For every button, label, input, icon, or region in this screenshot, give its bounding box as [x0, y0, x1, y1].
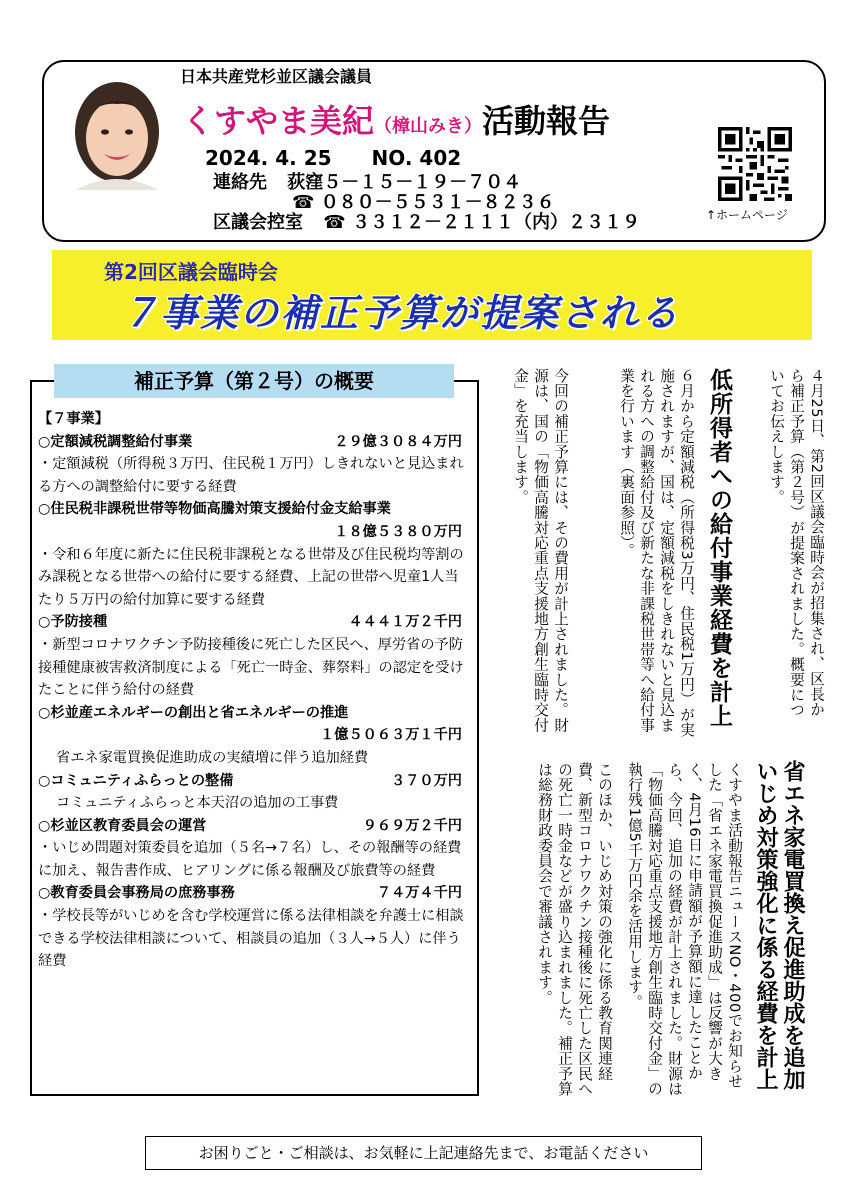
list-item [38, 815, 468, 838]
item-amount: １億５０６３万１千円 [320, 727, 462, 744]
item-amount: ２９億３０８４万円 [334, 433, 462, 450]
banner-headline: ７事業の補正予算が提案される [120, 291, 681, 335]
summary-title: 補正予算（第２号）の概要 [54, 364, 454, 398]
item-description: 省エネ家電買換促進助成の実績増に伴う追加経費 [56, 749, 369, 766]
list-item [38, 431, 468, 454]
list-item [38, 770, 468, 793]
address-text: 荻窪５－１５－１９－７０４ [287, 172, 522, 193]
article-heading-energy: 省エネ家電買換え促進助成を追加いじめ対策強化に係る経費を計上 [753, 760, 805, 1090]
item-amount: １８億５３８０万円 [334, 523, 462, 540]
org-label: 日本共産党杉並区議会議員 [180, 67, 373, 86]
footer-note: お困りごと・ご相談は、お気軽に上記連絡先まで、お電話ください [145, 1136, 702, 1170]
banner-kicker: 第2回区議会臨時会 [104, 260, 278, 284]
item-description: ・新型コロナワクチン予防接種後に死亡した区民へ、厚労省の予防接種健康被害救済制度による「死亡一時金、葬祭料」の認定を受けたことに伴う給付の経費 [38, 636, 464, 699]
portrait-image [56, 68, 178, 190]
office-label: 区議会控室 [213, 212, 303, 233]
item-amount: ７４万４千円 [376, 885, 462, 902]
article-body-2: 今回の補正予算には、その費用が計上されました。財源は、国の「物価高騰対応重点支援地方創生臨時交付金」を充当します。 [512, 368, 569, 733]
item-description: ・定額減税（所得税３万円、住民税１万円）しきれないと見込まれる方への調整給付に要する経費 [38, 456, 464, 495]
item-name: ○住民税非課税世帯等物価高騰対策支援給付金支給事業 [38, 501, 391, 518]
contact-phone: ☎ ０８０－５５３１－８２３６ [292, 192, 555, 213]
list-item [38, 611, 468, 634]
article-body-1: ６月から定額減税（所得税3万円、住民税1万円）が実施されますが、国は、定額減税をしきれないと見込まれる方への調整給付及び新たな非課税世帯等へ給付事業を行います（裏面参照）。 [618, 368, 695, 738]
homepage-label: ↑ホームページ [706, 208, 788, 222]
item-description: ・いじめ問題対策委員を追加（５名→７名）し、その報酬等の経費に加え、報告書作成、ヒアリングに係る報酬及び旅費等の経費 [38, 840, 462, 879]
qr-code-icon[interactable] [718, 127, 792, 201]
item-name: ○杉並産エネルギーの創出と省エネルギーの推進 [38, 704, 349, 721]
item-name: ○コミュニティふらっとの整備 [38, 772, 234, 789]
member-reading: （樟山みき） [374, 116, 483, 137]
item-description: ・令和６年度に新たに住民税非課税となる世帯及び住民税均等割のみ課税となる世帯への給付に要する経費、上記の世帯へ児童1人当たり５万円の給付加算に要する経費 [38, 546, 464, 608]
dateline [205, 146, 501, 170]
issue-date: 2024. 4. 25 [205, 146, 332, 170]
list-item [38, 882, 468, 905]
item-name: ○予防接種 [38, 614, 108, 631]
item-amount: ４４４１万２千円 [348, 614, 462, 631]
report-label: 活動報告 [482, 102, 611, 140]
article-body-4: このほか、いじめ対策の強化に係る教育関連経費、新型コロナワクチン接種後に死亡した区民への死亡一時金などが盛り込まれました。補正予算は総務財政委員会で審議されます。 [536, 762, 613, 1097]
contact-label: 連絡先 [213, 172, 267, 193]
item-description: コミュニティふらっと本天沼の追加の工事費 [56, 795, 339, 812]
category-label: 【７事業】 [38, 411, 109, 427]
member-name: くすやま美紀 [182, 102, 375, 140]
summary-list [38, 408, 468, 973]
item-name: ○定額減税調整給付事業 [38, 433, 193, 450]
article-body-3: くすやま活動報告ニュースNO・400でお知らせした「省エネ家電買換促進助成」は反響が大きく、4月16日に申請額が予算額に達したことから、今回、追加の経費が計上されました。財源は「物価高騰対応重点支援地方創生臨時交付金」の執行残1億5千万円余を活用します。 [626, 762, 743, 1097]
item-amount: ９６９万２千円 [362, 817, 462, 834]
office-contact [213, 208, 640, 234]
item-name: ○杉並区教育委員会の運営 [38, 817, 207, 834]
article-heading-low-income: 低所得者への給付事業経費を計上 [706, 368, 732, 728]
issue-number: NO. 402 [371, 146, 462, 170]
item-name: ○教育委員会事務局の庶務事務 [38, 885, 235, 902]
list-item [38, 498, 468, 521]
office-phone: ☎ ３３１２－２１１１（内）２３１９ [323, 212, 640, 233]
article-intro: ４月25日、第2回区議会臨時会が招集され、区長から補正予算（第２号）が提案されました。概要についてお伝えします。 [768, 368, 825, 718]
item-description: ・学校長等がいじめを含む学校運営に係る法律相談を弁護士に相談できる学校法律相談について、相談員の追加（３人→５人）に伴う経費 [38, 908, 464, 970]
report-title [182, 96, 610, 142]
item-amount: ３７０万円 [391, 772, 462, 789]
list-item [38, 702, 468, 725]
